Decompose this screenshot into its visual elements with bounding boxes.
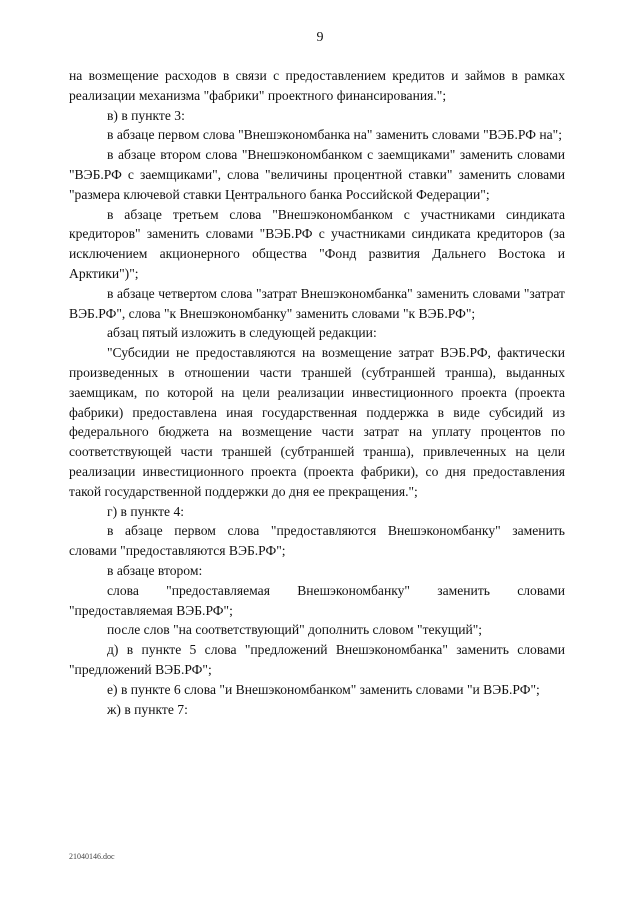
paragraph: в) в пункте 3: — [107, 107, 185, 123]
paragraph: е) в пункте 6 слова "и Внешэкономбанком" заменить словами "и ВЭБ.РФ"; — [107, 681, 540, 697]
file-name-footer: 21040146.doc — [69, 852, 115, 861]
paragraph: ж) в пункте 7: — [107, 701, 188, 717]
paragraph: в абзаце первом слова "Внешэкономбанка на" заменить словами "ВЭБ.РФ на"; — [107, 127, 562, 143]
paragraph: в абзаце четвертом слова "затрат Внешэкономбанка" заменить словами "затрат ВЭБ.РФ", слова "к Внешэкономбанку" заменить словами "к ВЭБ.РФ"; — [69, 285, 565, 321]
paragraph: г) в пункте 4: — [107, 503, 185, 519]
paragraph: в абзаце первом слова "предоставляются Внешэкономбанку" заменить словами "предоставляются ВЭБ.РФ"; — [69, 523, 565, 559]
page-number: 9 — [316, 30, 324, 45]
document-body — [69, 66, 565, 719]
paragraph: на возмещение расходов в связи с предоставлением кредитов и займов в рамках реализации механизма "фабрики" проектного финансирования."; — [69, 68, 565, 103]
paragraph: "Субсидии не предоставляются на возмещение затрат ВЭБ.РФ, фактически произведенных в отношении части траншей (субтраншей транша), выданных заемщикам, по которой на цели реализации инвестиционного проекта (проекта фабрики) предоставлена иная государственная поддержка в виде субсидий из федерального бюджета на возмещение части затрат на уплату процентов по соответствующей части траншей (субтраншей транша), привлеченных на цели реализации инвестиционного проекта (проекта фабрики), со дня предоставления такой государственной поддержки до дня ее прекращения."; — [69, 345, 565, 499]
paragraph: в абзаце втором: — [107, 562, 203, 578]
paragraph: в абзаце втором слова "Внешэкономбанком с заемщиками" заменить словами "ВЭБ.РФ с заемщиками", слова "величины процентной ставки" заменить словами "размера ключевой ставки Центрального банка Российской Федерации"; — [69, 147, 565, 202]
paragraph: слова "предоставляемая Внешэкономбанку" заменить словами "предоставляемая ВЭБ.РФ"; — [69, 582, 565, 618]
paragraph: в абзаце третьем слова "Внешэкономбанком с участниками синдиката кредиторов" заменить словами "ВЭБ.РФ с участниками синдиката кредиторов (за исключением акционерного общества "Фонд развития Дальнего Востока и Арктики")"; — [69, 206, 565, 281]
paragraph: абзац пятый изложить в следующей редакции: — [107, 325, 377, 341]
paragraph: д) в пункте 5 слова "предложений Внешэкономбанка" заменить словами "предложений ВЭБ.РФ"; — [69, 642, 565, 677]
paragraph: после слов "на соответствующий" дополнить словом "текущий"; — [107, 622, 483, 638]
